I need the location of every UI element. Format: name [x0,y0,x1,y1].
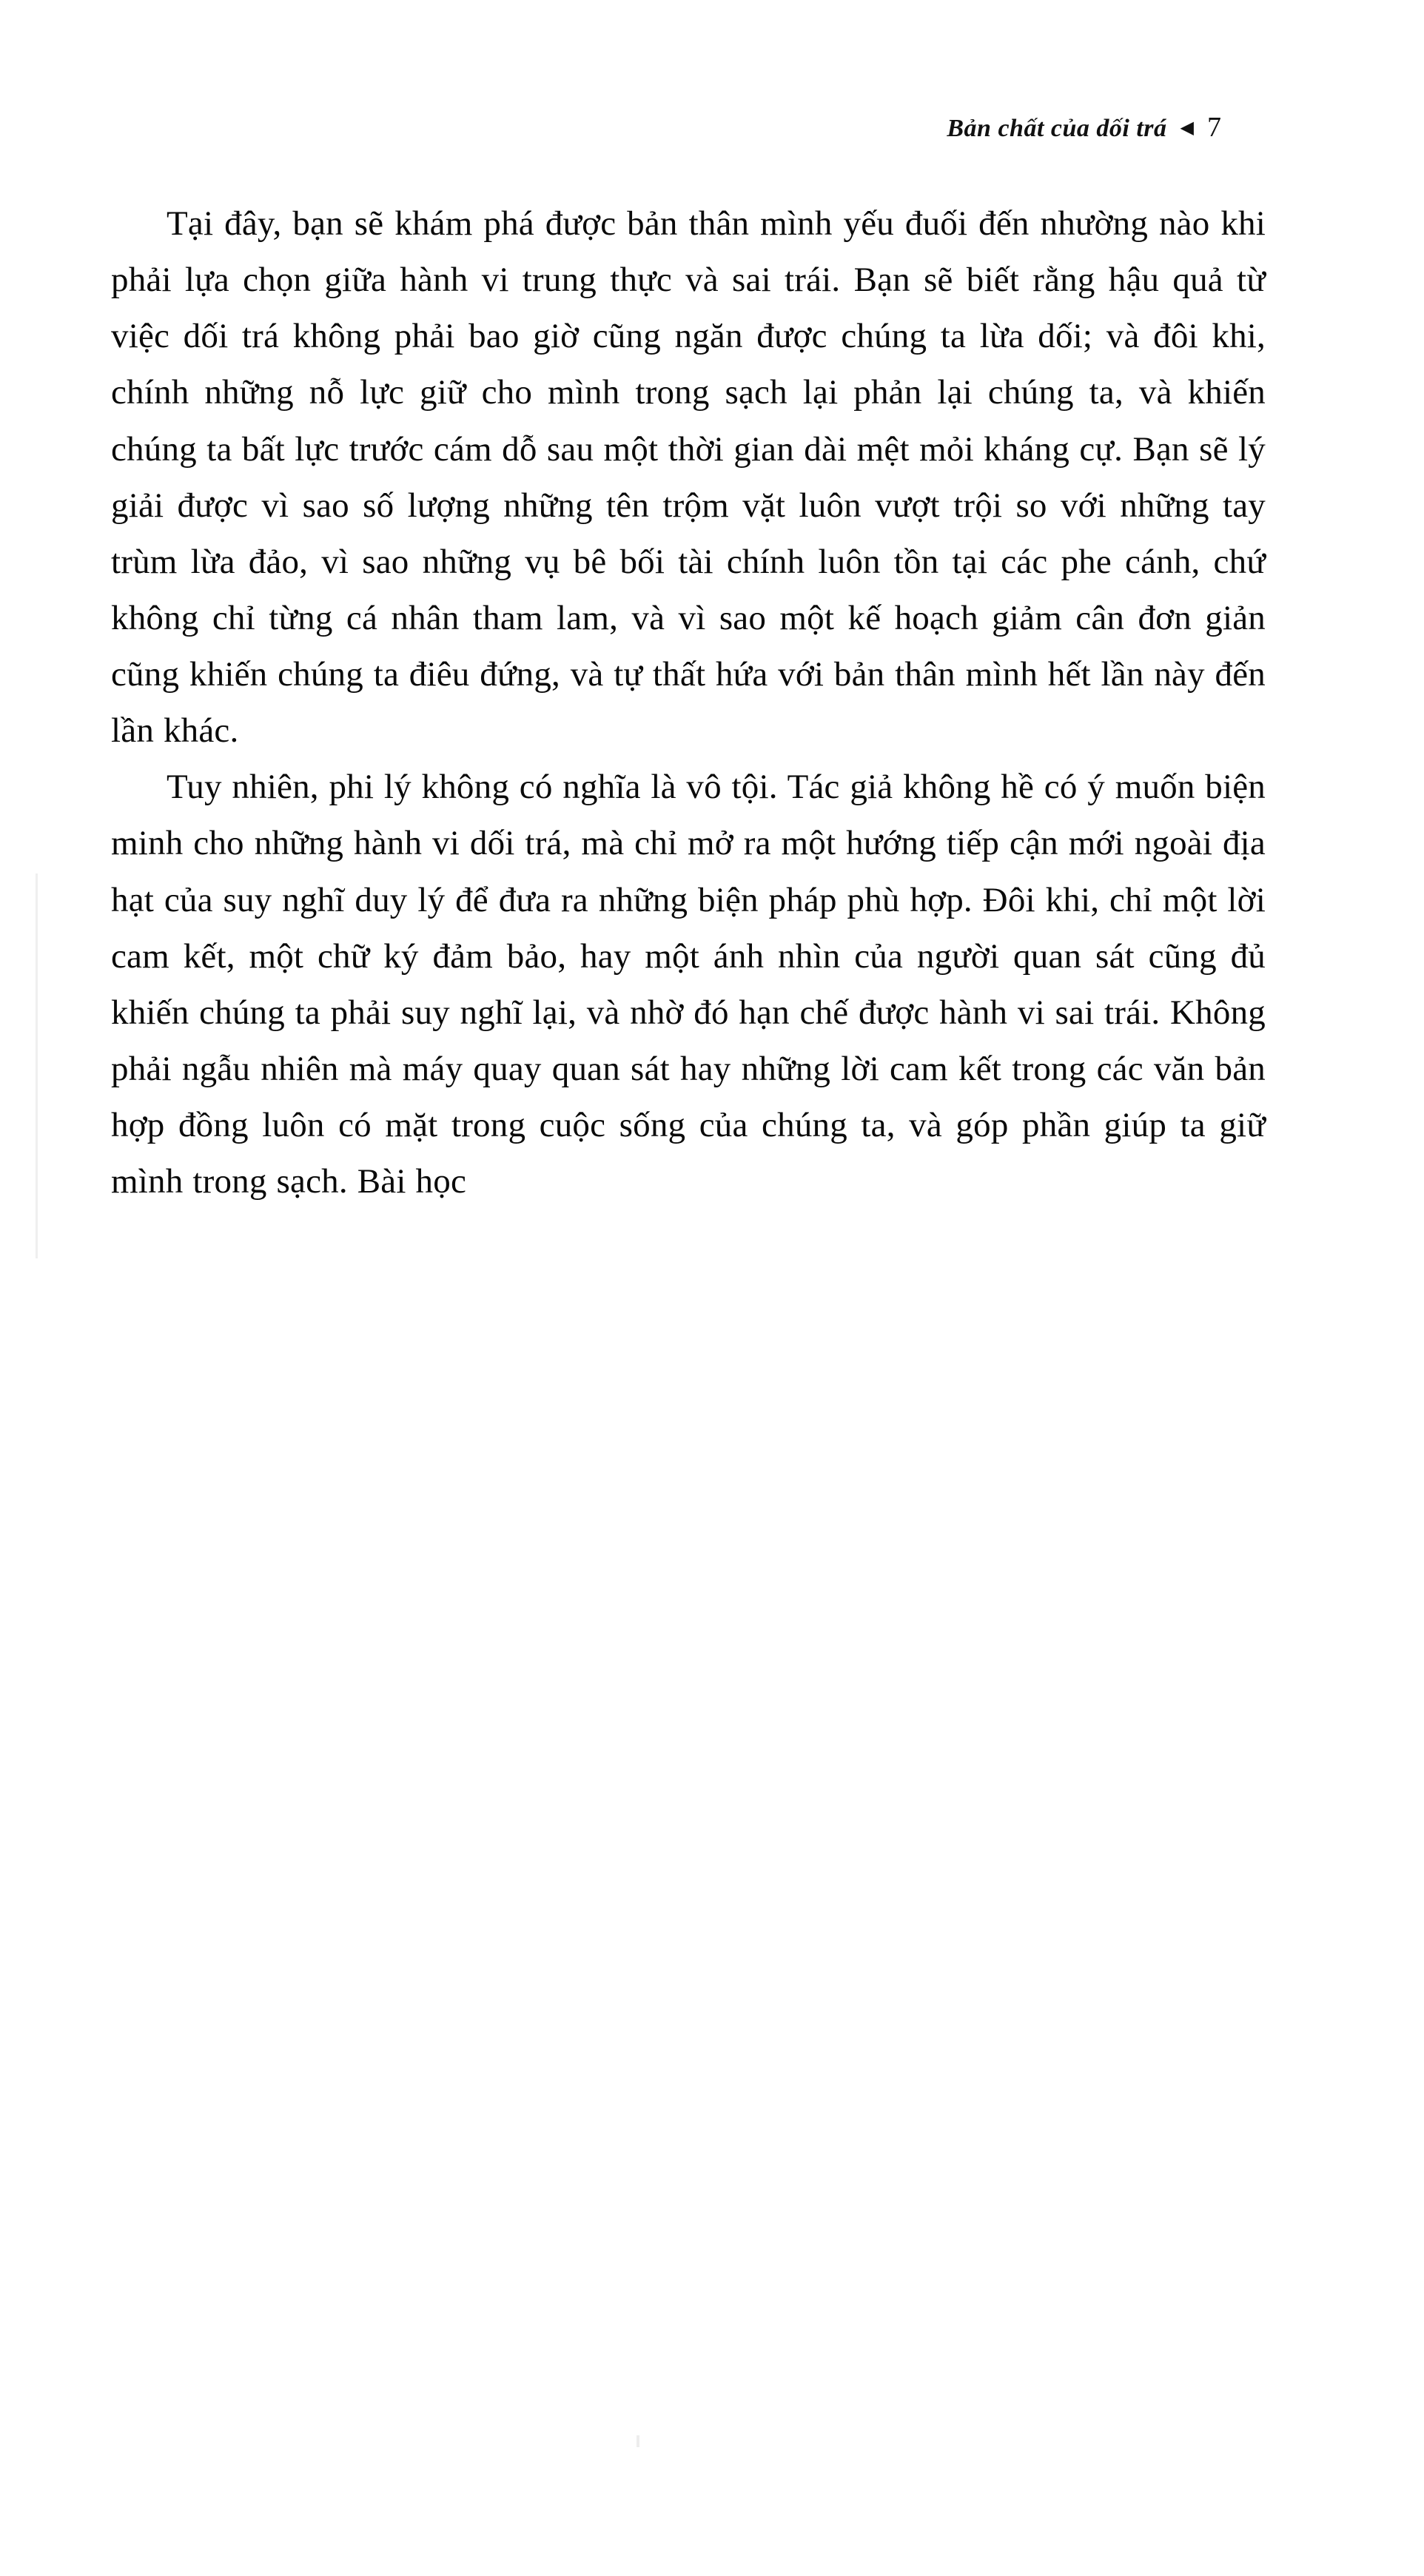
running-head [111,111,1266,144]
page-number: 7 [1207,112,1221,143]
triangle-left-icon: ◀ [1180,118,1194,138]
page-content [111,111,1266,1210]
running-head-title: Bản chất của dối trá [947,115,1167,142]
scan-artifact-left [36,873,38,1258]
paragraph: Tuy nhiên, phi lý không có nghĩa là vô tội. Tác giả không hề có ý muốn biện minh cho những hành vi dối trá, mà chỉ mở ra một hướng tiếp cận mới ngoài địa hạt của suy nghĩ duy lý để đưa ra những biện pháp phù hợp. Đôi khi, chỉ một lời cam kết, một chữ ký đảm bảo, hay một ánh nhìn của người quan sát cũng đủ khiến chúng ta phải suy nghĩ lại, và nhờ đó hạn chế được hành vi sai trái. Không phải ngẫu nhiên mà máy quay quan sát hay những lời cam kết trong các văn bản hợp đồng luôn có mặt trong cuộc sống của chúng ta, và góp phần giúp ta giữ mình trong sạch. Bài học [111,768,1266,1201]
body-text [111,195,1266,1210]
paragraph: Tại đây, bạn sẽ khám phá được bản thân mình yếu đuối đến nhường nào khi phải lựa chọn giữa hành vi trung thực và sai trái. Bạn sẽ biết rằng hậu quả từ việc dối trá không phải bao giờ cũng ngăn được chúng ta lừa dối; và đôi khi, chính những nỗ lực giữ cho mình trong sạch lại phản lại chúng ta, và khiến chúng ta bất lực trước cám dỗ sau một thời gian dài mệt mỏi kháng cự. Bạn sẽ lý giải được vì sao số lượng những tên trộm vặt luôn vượt trội so với những tay trùm lừa đảo, vì sao những vụ bê bối tài chính luôn tồn tại các phe cánh, chứ không chỉ từng cá nhân tham lam, và vì sao một kế hoạch giảm cân đơn giản cũng khiến chúng ta điêu đứng, và tự thất hứa với bản thân mình hết lần này đến lần khác. [111,204,1266,751]
scan-artifact-bottom [637,2435,639,2447]
